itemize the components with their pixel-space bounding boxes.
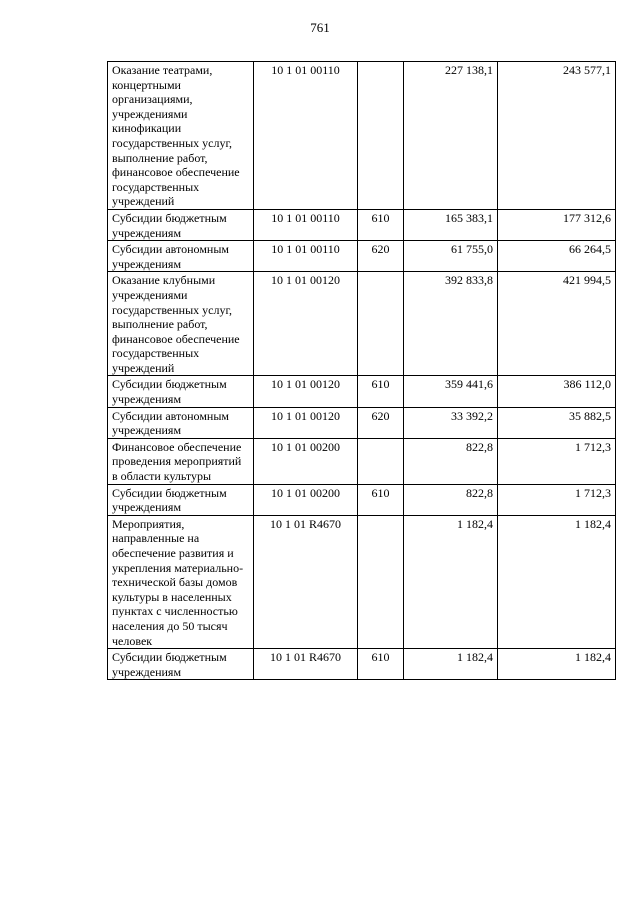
row-value-1: 227 138,1 <box>404 62 498 210</box>
table-row <box>108 376 616 407</box>
row-name: Мероприятия, направленные на обеспечение развития и укрепления материально-технической базы домов культуры в населенных пунктах с численностью населения до 50 тысяч человек <box>108 515 254 648</box>
row-value-1: 33 392,2 <box>404 407 498 438</box>
row-code: 10 1 01 R4670 <box>254 515 358 648</box>
row-code: 10 1 01 00110 <box>254 62 358 210</box>
row-name: Оказание театрами, концертными организациями, учреждениями кинофикации государственных услуг, выполнение работ, финансовое обеспечение государственных учреждений <box>108 62 254 210</box>
row-code: 10 1 01 00120 <box>254 407 358 438</box>
row-expense-type: 620 <box>358 407 404 438</box>
table-row <box>108 241 616 272</box>
row-code: 10 1 01 00110 <box>254 241 358 272</box>
row-value-1: 165 383,1 <box>404 209 498 240</box>
row-value-2: 1 712,3 <box>498 484 616 515</box>
table-row <box>108 484 616 515</box>
row-value-2: 1 712,3 <box>498 438 616 484</box>
row-name: Субсидии бюджетным учреждениям <box>108 484 254 515</box>
row-name: Субсидии бюджетным учреждениям <box>108 649 254 680</box>
row-value-2: 386 112,0 <box>498 376 616 407</box>
row-expense-type <box>358 272 404 376</box>
row-value-2: 243 577,1 <box>498 62 616 210</box>
table-row <box>108 649 616 680</box>
row-value-1: 359 441,6 <box>404 376 498 407</box>
row-expense-type: 610 <box>358 376 404 407</box>
row-expense-type <box>358 515 404 648</box>
row-code: 10 1 01 00200 <box>254 438 358 484</box>
table-row <box>108 272 616 376</box>
row-value-2: 177 312,6 <box>498 209 616 240</box>
row-value-2: 421 994,5 <box>498 272 616 376</box>
row-expense-type <box>358 438 404 484</box>
row-expense-type: 620 <box>358 241 404 272</box>
row-name: Субсидии автономным учреждениям <box>108 241 254 272</box>
row-value-2: 35 882,5 <box>498 407 616 438</box>
row-value-2: 1 182,4 <box>498 515 616 648</box>
row-expense-type <box>358 62 404 210</box>
row-name: Субсидии автономным учреждениям <box>108 407 254 438</box>
row-expense-type: 610 <box>358 649 404 680</box>
row-name: Субсидии бюджетным учреждениям <box>108 209 254 240</box>
table-row <box>108 407 616 438</box>
row-name: Субсидии бюджетным учреждениям <box>108 376 254 407</box>
row-code: 10 1 01 00200 <box>254 484 358 515</box>
row-code: 10 1 01 00120 <box>254 376 358 407</box>
row-expense-type: 610 <box>358 484 404 515</box>
row-value-1: 61 755,0 <box>404 241 498 272</box>
row-name: Финансовое обеспечение проведения мероприятий в области культуры <box>108 438 254 484</box>
row-value-1: 392 833,8 <box>404 272 498 376</box>
table-row <box>108 209 616 240</box>
row-value-1: 822,8 <box>404 438 498 484</box>
page-number: 761 <box>310 20 330 35</box>
row-name: Оказание клубными учреждениями государственных услуг, выполнение работ, финансовое обеспечение государственных учреждений <box>108 272 254 376</box>
row-value-1: 1 182,4 <box>404 515 498 648</box>
table-row <box>108 515 616 648</box>
row-value-2: 66 264,5 <box>498 241 616 272</box>
row-expense-type: 610 <box>358 209 404 240</box>
table-row <box>108 438 616 484</box>
row-value-1: 822,8 <box>404 484 498 515</box>
table-row <box>108 62 616 210</box>
row-value-1: 1 182,4 <box>404 649 498 680</box>
row-code: 10 1 01 R4670 <box>254 649 358 680</box>
row-code: 10 1 01 00120 <box>254 272 358 376</box>
row-code: 10 1 01 00110 <box>254 209 358 240</box>
row-value-2: 1 182,4 <box>498 649 616 680</box>
budget-table <box>107 61 616 680</box>
